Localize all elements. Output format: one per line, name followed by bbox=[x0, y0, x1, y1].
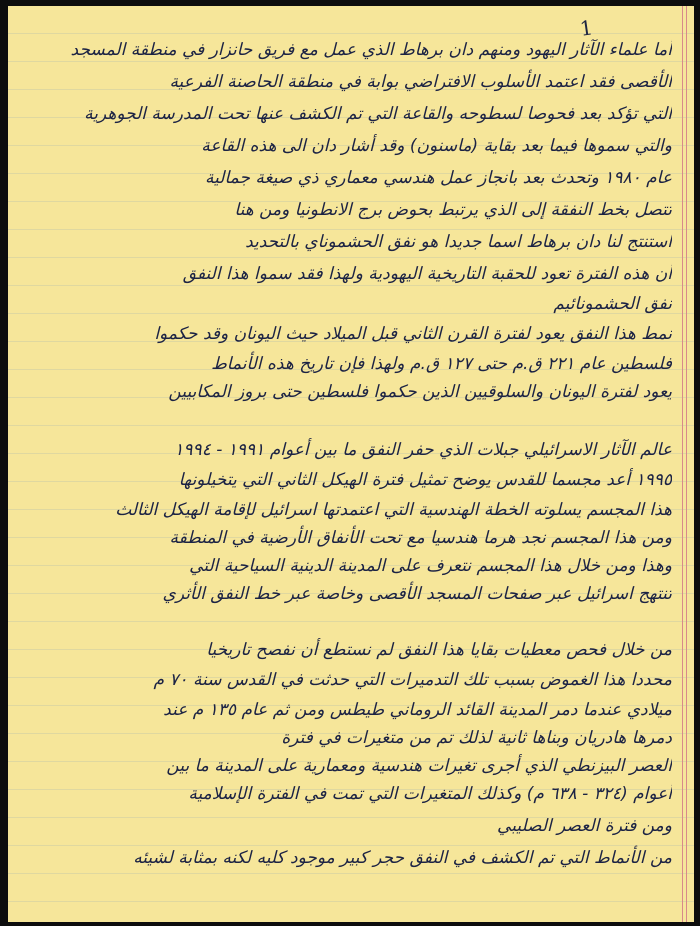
text-line: ميلادي عندما دمر المدينة القائد الروماني طيطس ومن ثم عام ١٣٥ م عند bbox=[163, 700, 672, 720]
text-line: يعود لفترة اليونان والسلوقيين الذين حكموا فلسطين حتى بروز المكابيين bbox=[168, 382, 672, 402]
text-line: من خلال فحص معطيات بقايا هذا النفق لم نستطع أن نفصح تاريخيا bbox=[206, 640, 672, 660]
text-line: نفق الحشمونائيم bbox=[553, 294, 672, 314]
text-line: العصر البيزنطي الذي أجرى تغيرات هندسية ومعمارية على المدينة ما بين bbox=[166, 756, 672, 776]
text-line: نمط هذا النفق يعود لفترة القرن الثاني قبل الميلاد حيث اليونان وقد حكموا bbox=[154, 324, 672, 344]
text-line: عام ١٩٨٠ وتحدث بعد بانجاز عمل هندسي معماري ذي صيغة جمالية bbox=[205, 168, 672, 188]
text-line: الأقصى فقد اعتمد الأسلوب الافتراضي بوابة في منطقة الحاصنة الفرعية bbox=[169, 72, 672, 92]
text-line: تنتهج اسرائيل عبر صفحات المسجد الأقصى وخاصة عبر خط النفق الأثري bbox=[162, 584, 672, 604]
text-line: عالم الآثار الاسرائيلي جبلات الذي حفر النفق ما بين أعوام ١٩٩١ - ١٩٩٤ bbox=[174, 440, 672, 460]
text-line: استنتج لنا دان برهاط اسما جديدا هو نفق الحشموناي بالتحديد bbox=[245, 232, 672, 252]
text-line: دمرها هادريان وبناها ثانية لذلك تم من متغيرات في فترة bbox=[281, 728, 672, 748]
text-line: محددا هذا الغموض بسبب تلك التدميرات التي حدثت في القدس سنة ٧٠ م bbox=[153, 670, 672, 690]
text-line: وهذا ومن خلال هذا المجسم نتعرف على المدينة الدينية السياحية التي bbox=[189, 556, 672, 576]
text-line: والتي سموها فيما بعد بقاية (ماسنون) وقد أشار دان الى هذه القاعة bbox=[201, 136, 672, 156]
text-line: هذا المجسم يسلوته الخطة الهندسية التي اعتمدتها اسرائيل لإقامة الهيكل الثالث bbox=[115, 500, 672, 520]
text-line: ١٩٩٥ أعد مجسما للقدس يوضح تمثيل فترة الهيكل الثاني التي يتخيلونها bbox=[178, 470, 672, 490]
margin-line bbox=[682, 6, 683, 922]
text-line: أن هذه الفترة تعود للحقبة التاريخية اليهودية ولهذا فقد سموا هذا النفق bbox=[182, 264, 672, 284]
margin-line bbox=[686, 6, 687, 922]
text-line: ومن فترة العصر الصليبي bbox=[497, 816, 672, 836]
page-number: 1 bbox=[578, 15, 595, 41]
text-line: التي تؤكد بعد فحوصا لسطوحه والقاعة التي تم الكشف عنها تحت المدرسة الجوهرية bbox=[84, 104, 672, 124]
text-line: ومن هذا المجسم نجد هرما هندسيا مع تحت الأنفاق الأرضية في المنطقة bbox=[169, 528, 672, 548]
text-line: فلسطين عام ٢٢١ ق.م حتى ١٢٧ ق.م ولهذا فإن تاريخ هذه الأنماط bbox=[211, 354, 672, 374]
text-line: من الأنماط التي تم الكشف في النفق حجر كبير موجود كليه لكنه بمثابة لشيئه bbox=[133, 848, 672, 868]
notebook-page bbox=[8, 6, 694, 922]
text-line: أعوام (٣٢٤ - ٦٣٨ م) وكذلك المتغيرات التي تمت في الفترة الإسلامية bbox=[188, 784, 672, 804]
text-line: تتصل بخط النفقة إلى الذي يرتبط بحوض برج الانطونيا ومن هنا bbox=[234, 200, 672, 220]
text-line: أما علماء الآثار اليهود ومنهم دان برهاط الذي عمل مع فريق حانزار في منطقة المسجد bbox=[70, 40, 672, 60]
